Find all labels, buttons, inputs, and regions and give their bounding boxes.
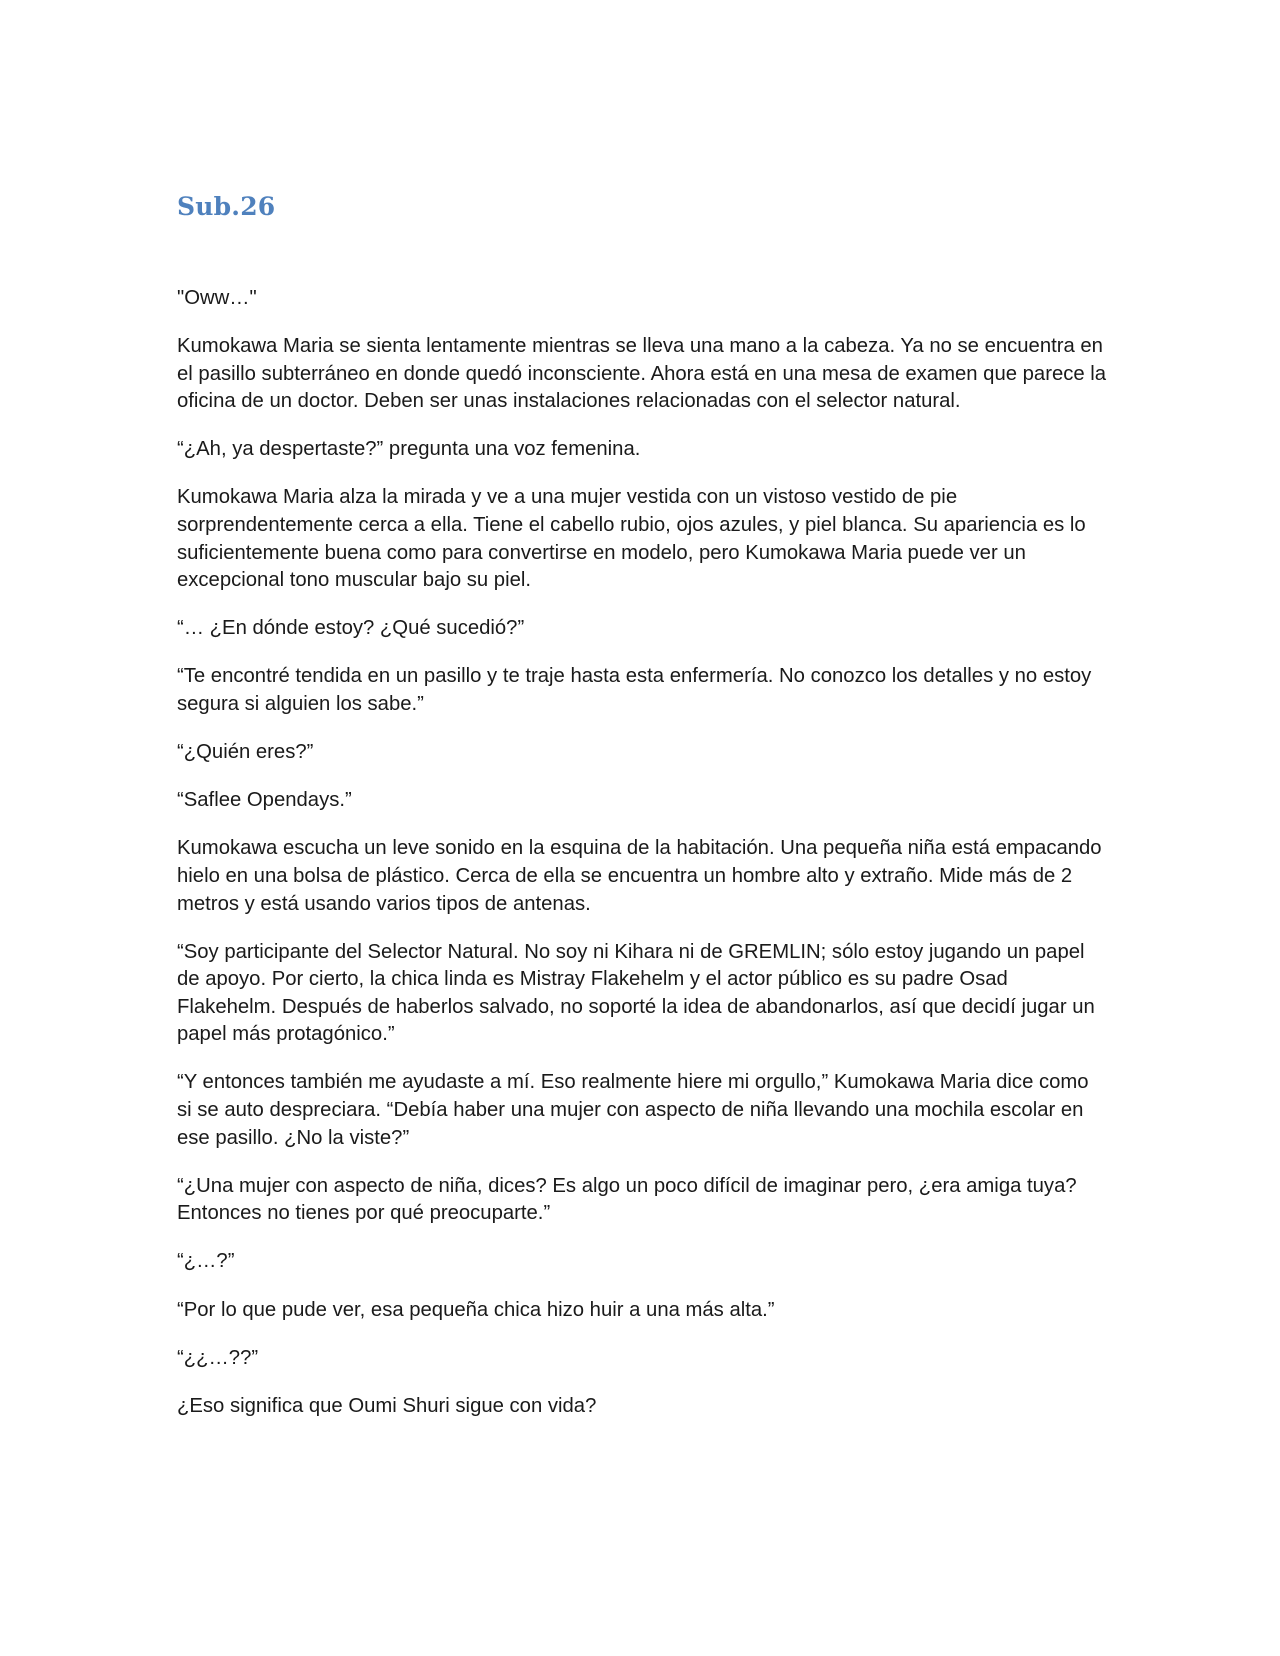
paragraph: “Y entonces también me ayudaste a mí. Eso realmente hiere mi orgullo,” Kumokawa Maria dice como si se auto despreciara. “Debía haber una mujer con aspecto de niña llevando una mochila escolar en ese pasillo. ¿No la viste?” [177,1071,1089,1149]
paragraph: “Por lo que pude ver, esa pequeña chica hizo huir a una más alta.” [177,1298,775,1321]
paragraph: “Soy participante del Selector Natural. No soy ni Kihara ni de GREMLIN; sólo estoy jugando un papel de apoyo. Por cierto, la chica linda es Mistray Flakehelm y el actor público es su padre Osad Flakehelm. Después de haberlos salvado, no soporté la idea de abandonarlos, así que decidí jugar un papel más protagónico.” [177,940,1095,1046]
paragraph: “¿Quién eres?” [177,741,314,764]
paragraph: “¿Ah, ya despertaste?” pregunta una voz femenina. [177,438,641,461]
paragraph: “Saflee Opendays.” [177,789,352,812]
paragraph: “Te encontré tendida en un pasillo y te traje hasta esta enfermería. No conozco los detalles y no estoy segura si alguien los sabe.” [177,665,1092,716]
paragraph: Kumokawa escucha un leve sonido en la esquina de la habitación. Una pequeña niña está empacando hielo en una bolsa de plástico. Cerca de ella se encuentra un hombre alto y extraño. Mide más de 2 metros y está usando varios tipos de antenas. [177,837,1102,915]
paragraph: Kumokawa Maria se sienta lentamente mientras se lleva una mano a la cabeza. Ya no se encuentra en el pasillo subterráneo en donde quedó inconsciente. Ahora está en una mesa de examen que parece la oficina de un doctor. Deben ser unas instalaciones relacionadas con el selector natural. [177,335,1107,413]
paragraph: “¿¿…??” [177,1346,259,1369]
paragraph: Kumokawa Maria alza la mirada y ve a una mujer vestida con un vistoso vestido de pie sorprendentemente cerca a ella. Tiene el cabello rubio, ojos azules, y piel blanca. Su apariencia es lo suficientemente buena como para convertirse en modelo, pero Kumokawa Maria puede ver un excepcional tono muscular bajo su piel. [177,486,1086,592]
paragraph: ¿Eso significa que Oumi Shuri sigue con vida? [177,1394,597,1417]
chapter-heading: Sub.26 [177,192,276,221]
paragraph: “¿Una mujer con aspecto de niña, dices? Es algo un poco difícil de imaginar pero, ¿era amiga tuya? Entonces no tienes por qué preocuparte.” [177,1174,1077,1225]
document-body [177,285,1107,1441]
paragraph: “… ¿En dónde estoy? ¿Qué sucedió?” [177,617,525,640]
paragraph: “¿…?” [177,1250,235,1273]
paragraph: "Oww…" [177,287,257,309]
